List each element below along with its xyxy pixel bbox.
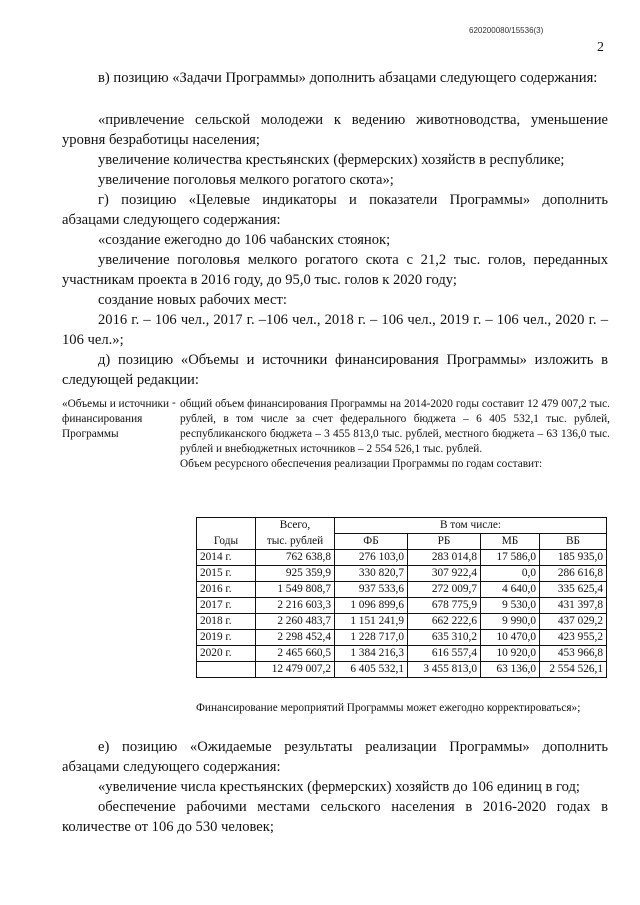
paragraph-v: в) позицию «Задачи Программы» дополнить абзацами следующего содержания: bbox=[98, 70, 598, 86]
table-cell-value: 335 625,4 bbox=[540, 582, 607, 598]
table-cell-value: 4 640,0 bbox=[481, 582, 540, 598]
table-row bbox=[197, 550, 607, 566]
header-total-1: Всего, bbox=[256, 518, 335, 534]
header-vb: ВБ bbox=[540, 534, 607, 550]
paragraph-v-2: увеличение количества крестьянских (фермерских) хозяйств в республике; bbox=[98, 152, 565, 168]
paragraph-e-1: «увеличение числа крестьянских (фермерских) хозяйств до 106 единиц в год; bbox=[98, 779, 580, 795]
table-cell-value: 662 222,6 bbox=[408, 614, 481, 630]
document-number: 620200080/15536(3) bbox=[469, 26, 544, 35]
table-cell-value: 937 533,6 bbox=[335, 582, 408, 598]
financing-label: «Объемы и источники финансирования Программы bbox=[62, 398, 170, 440]
table-cell-value: 10 470,0 bbox=[481, 630, 540, 646]
table-cell-value: 307 922,4 bbox=[408, 566, 481, 582]
table-cell-value: 6 405 532,1 bbox=[335, 662, 408, 678]
table-row bbox=[197, 598, 607, 614]
table-cell-value: 1 151 241,9 bbox=[335, 614, 408, 630]
table-cell-value: 1 549 808,7 bbox=[256, 582, 335, 598]
paragraph-g-4: 2016 г. – 106 чел., 2017 г. –106 чел., 2018 г. – 106 чел., 2019 г. – 106 чел., 2020 г. – 106 чел.»; bbox=[62, 312, 608, 348]
table-cell-value: 12 479 007,2 bbox=[256, 662, 335, 678]
table-cell-value: 3 455 813,0 bbox=[408, 662, 481, 678]
table-cell-value: 1 096 899,6 bbox=[335, 598, 408, 614]
table-cell-year: 2017 г. bbox=[197, 598, 256, 614]
table-cell-value: 272 009,7 bbox=[408, 582, 481, 598]
financing-description bbox=[180, 397, 610, 472]
table-cell-value: 762 638,8 bbox=[256, 550, 335, 566]
table-row bbox=[197, 566, 607, 582]
page-number: 2 bbox=[597, 40, 604, 55]
table-cell-year: 2020 г. bbox=[197, 646, 256, 662]
financing-table-body bbox=[197, 550, 607, 678]
table-cell-year: 2018 г. bbox=[197, 614, 256, 630]
table-cell-value: 1 384 216,3 bbox=[335, 646, 408, 662]
table-cell-value: 1 228 717,0 bbox=[335, 630, 408, 646]
table-cell-value: 286 616,8 bbox=[540, 566, 607, 582]
table-cell-value: 9 530,0 bbox=[481, 598, 540, 614]
paragraph-d: д) позицию «Объемы и источники финансирования Программы» изложить в следующей редакции: bbox=[62, 352, 608, 388]
table-cell-value: 276 103,0 bbox=[335, 550, 408, 566]
header-mb: МБ bbox=[481, 534, 540, 550]
table-cell-value: 63 136,0 bbox=[481, 662, 540, 678]
header-fb: ФБ bbox=[335, 534, 408, 550]
header-including: В том числе: bbox=[335, 518, 607, 534]
header-total-2: тыс. рублей bbox=[256, 534, 335, 550]
table-cell-value: 185 935,0 bbox=[540, 550, 607, 566]
paragraph-g-2: увеличение поголовья мелкого рогатого скота с 21,2 тыс. голов, переданных участникам проекта в 2016 году, до 95,0 тыс. голов к 2020 году; bbox=[62, 252, 608, 288]
financing-by-years-text: Объем ресурсного обеспечения реализации Программы по годам составит: bbox=[180, 458, 543, 470]
table-cell-value: 2 298 452,4 bbox=[256, 630, 335, 646]
financing-dash: - bbox=[172, 397, 176, 409]
table-cell-value: 2 260 483,7 bbox=[256, 614, 335, 630]
table-cell-value: 17 586,0 bbox=[481, 550, 540, 566]
table-cell-value: 330 820,7 bbox=[335, 566, 408, 582]
table-row bbox=[197, 646, 607, 662]
header-rb: РБ bbox=[408, 534, 481, 550]
table-cell-value: 453 966,8 bbox=[540, 646, 607, 662]
paragraph-e-2: обеспечение рабочими местами сельского населения в 2016-2020 годах в количестве от 106 до 530 человек; bbox=[62, 799, 608, 835]
table-cell-value: 423 955,2 bbox=[540, 630, 607, 646]
table-cell-year bbox=[197, 662, 256, 678]
table-cell-value: 2 216 603,3 bbox=[256, 598, 335, 614]
table-cell-year: 2014 г. bbox=[197, 550, 256, 566]
table-cell-value: 678 775,9 bbox=[408, 598, 481, 614]
table-cell-value: 0,0 bbox=[481, 566, 540, 582]
table-cell-value: 616 557,4 bbox=[408, 646, 481, 662]
paragraph-g-1: «создание ежегодно до 106 чабанских стоянок; bbox=[98, 232, 391, 248]
paragraph-g-3: создание новых рабочих мест: bbox=[98, 292, 287, 308]
table-cell-value: 283 014,8 bbox=[408, 550, 481, 566]
table-cell-value: 10 920,0 bbox=[481, 646, 540, 662]
paragraph-g: г) позицию «Целевые индикаторы и показатели Программы» дополнить абзацами следующего содержания: bbox=[62, 192, 608, 228]
table-row bbox=[197, 630, 607, 646]
table-cell-value: 437 029,2 bbox=[540, 614, 607, 630]
financing-note: Финансирование мероприятий Программы может ежегодно корректироваться»; bbox=[196, 702, 581, 714]
table-cell-value: 2 554 526,1 bbox=[540, 662, 607, 678]
header-years: Годы bbox=[197, 518, 256, 550]
table-cell-year: 2015 г. bbox=[197, 566, 256, 582]
table-cell-year: 2019 г. bbox=[197, 630, 256, 646]
paragraph-e: е) позицию «Ожидаемые результаты реализации Программы» дополнить абзацами следующего содержания: bbox=[62, 739, 608, 775]
paragraph-v-3: увеличение поголовья мелкого рогатого скота»; bbox=[98, 172, 394, 188]
table-cell-year: 2016 г. bbox=[197, 582, 256, 598]
financing-total-text: общий объем финансирования Программы на 2014-2020 годы составит 12 479 007,2 тыс. рублей, в том числе за счет федерального бюджета – 6 405 532,1 тыс. рублей, республиканского бюджета – 3 455 813,0 тыс. рублей, местного бюджета – 63 136,0 тыс. рублей и внебюджетных источников – 2 554 526,1 тыс. рублей. bbox=[180, 398, 610, 455]
table-row bbox=[197, 582, 607, 598]
table-cell-value: 925 359,9 bbox=[256, 566, 335, 582]
paragraph-v-1: «привлечение сельской молодежи к ведению животноводства, уменьшение уровня безработицы населения; bbox=[62, 112, 608, 148]
table-cell-value: 2 465 660,5 bbox=[256, 646, 335, 662]
table-cell-value: 9 990,0 bbox=[481, 614, 540, 630]
table-row bbox=[197, 614, 607, 630]
table-cell-value: 635 310,2 bbox=[408, 630, 481, 646]
table-row bbox=[197, 662, 607, 678]
table-cell-value: 431 397,8 bbox=[540, 598, 607, 614]
financing-table bbox=[196, 517, 607, 678]
